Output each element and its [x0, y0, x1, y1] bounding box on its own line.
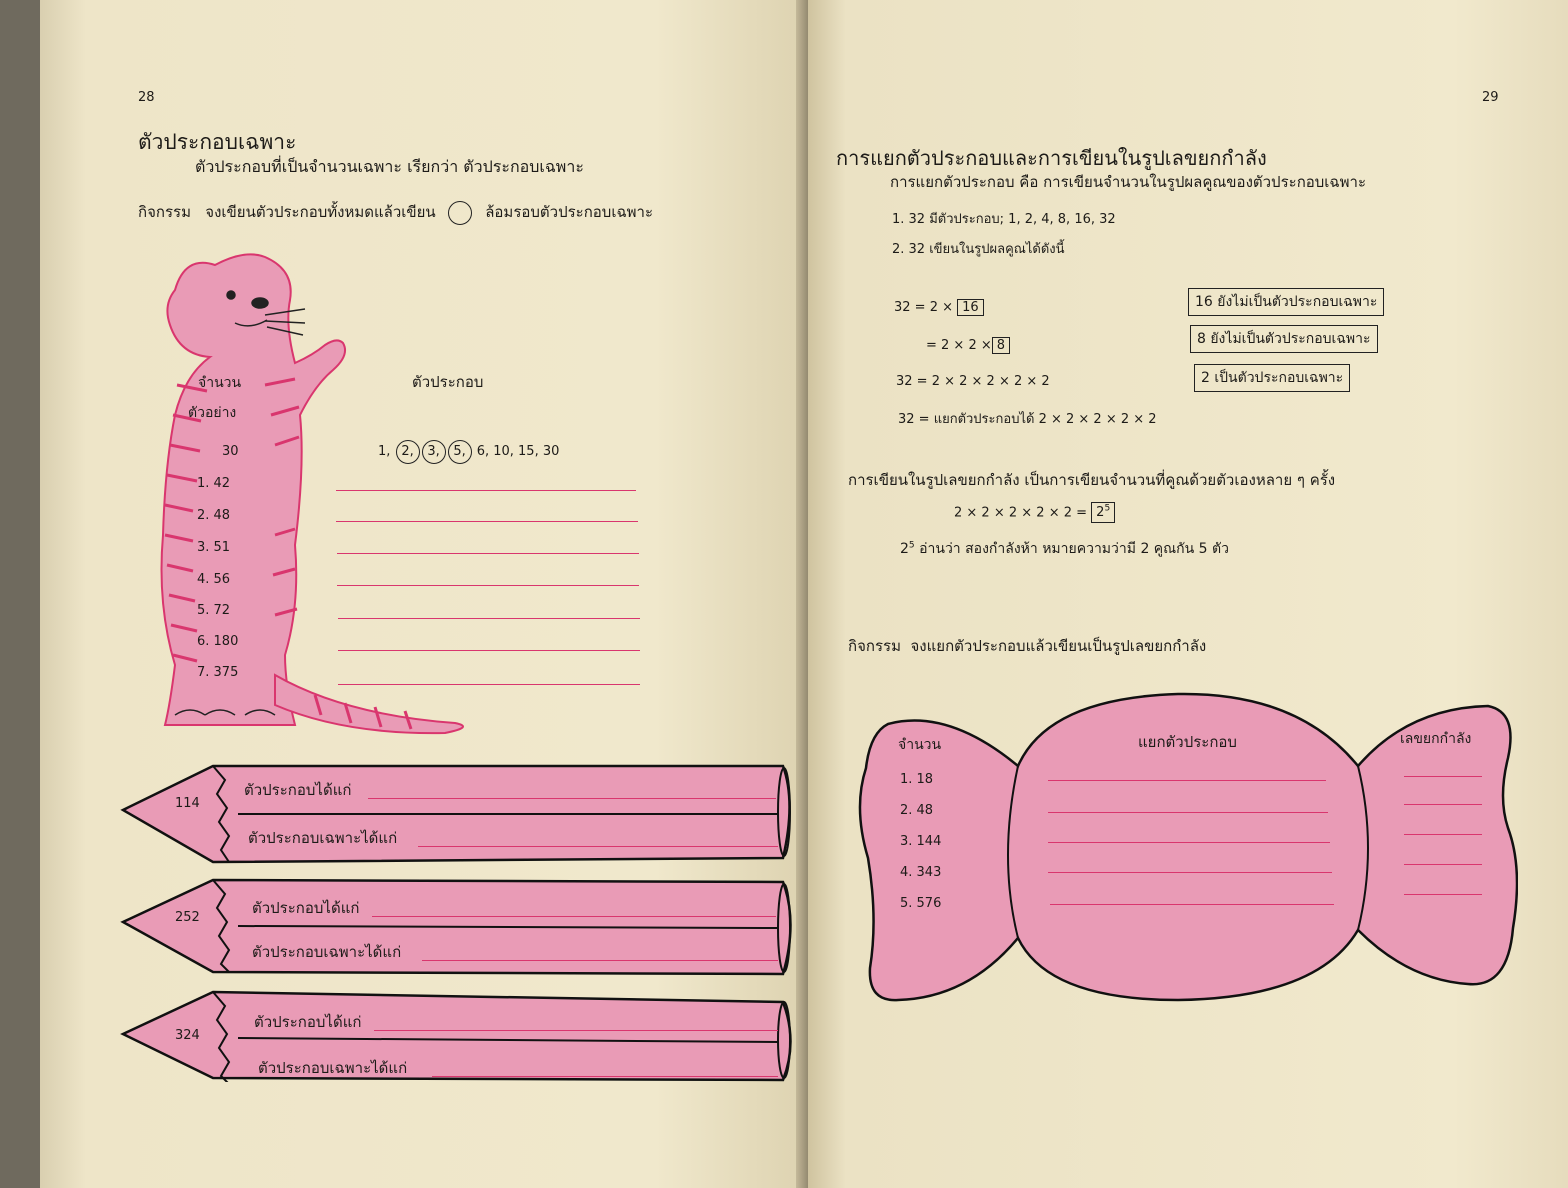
activity-text-after: ล้อมรอบตัวประกอบเฉพาะ	[485, 203, 654, 221]
right-page	[808, 0, 1568, 1188]
row-label: 2. 48	[197, 508, 231, 523]
answer-line[interactable]	[418, 846, 778, 847]
circled-factor: 3,	[422, 440, 446, 464]
definition-text: ตัวประกอบที่เป็นจำนวนเฉพาะ เรียกว่า ตัวประกอบเฉพาะ	[195, 157, 584, 176]
note-8-not-prime: 8 ยังไม่เป็นตัวประกอบเฉพาะ	[1190, 325, 1378, 353]
answer-line[interactable]	[1048, 872, 1332, 873]
row-label: 6. 180	[197, 634, 239, 649]
point-1: 1. 32 มีตัวประกอบ; 1, 2, 4, 8, 16, 32	[892, 212, 1116, 227]
answer-line[interactable]	[1048, 812, 1328, 813]
candy-col-number: จำนวน	[898, 737, 942, 753]
pencil-label-factors: ตัวประกอบได้แก่	[254, 1013, 362, 1031]
col-number-header: จำนวน	[198, 375, 242, 391]
answer-line[interactable]	[432, 1076, 778, 1077]
activity-instruction	[138, 200, 653, 225]
activity-text-before: จงเขียนตัวประกอบทั้งหมดแล้วเขียน	[205, 203, 436, 221]
pencil-number: 114	[175, 796, 200, 811]
tiger-illustration	[145, 245, 475, 745]
pencil-label-factors: ตัวประกอบได้แก่	[244, 781, 352, 799]
candy-row-label: 5. 576	[900, 896, 942, 911]
page-title: ตัวประกอบเฉพาะ	[138, 130, 297, 154]
answer-line[interactable]	[338, 684, 640, 685]
answer-line[interactable]	[1404, 776, 1482, 777]
answer-line[interactable]	[1404, 834, 1482, 835]
pencil-label-prime-factors: ตัวประกอบเฉพาะได้แก่	[252, 943, 402, 961]
point-2: 2. 32 เขียนในรูปผลคูณได้ดังนี้	[892, 242, 1065, 257]
answer-line[interactable]	[337, 585, 639, 586]
answer-line[interactable]	[1404, 894, 1482, 895]
col-factors-header: ตัวประกอบ	[412, 373, 484, 391]
reading-base: 2	[900, 541, 909, 557]
equation-1	[894, 300, 984, 315]
answer-line[interactable]	[1404, 864, 1482, 865]
note-2-prime: 2 เป็นตัวประกอบเฉพาะ	[1194, 364, 1350, 392]
page-title: การแยกตัวประกอบและการเขียนในรูปเลขยกกำลัง	[836, 146, 1267, 170]
answer-line[interactable]	[338, 650, 640, 651]
answer-line[interactable]	[337, 553, 639, 554]
answer-line[interactable]	[336, 521, 638, 522]
eq1-prefix: 32 = 2 ×	[894, 300, 953, 315]
row-label: 4. 56	[197, 572, 231, 587]
eq2-prefix: = 2 × 2 ×	[926, 338, 992, 353]
factor-first: 1,	[378, 444, 391, 459]
example-factors	[378, 440, 559, 464]
answer-line[interactable]	[1048, 842, 1330, 843]
candy-row-label: 3. 144	[900, 834, 942, 849]
activity-text: จงแยกตัวประกอบแล้วเขียนเป็นรูปเลขยกกำลัง	[910, 637, 1207, 655]
col-example-header: ตัวอย่าง	[188, 405, 237, 421]
answer-line[interactable]	[336, 490, 636, 491]
row-label: 3. 51	[197, 540, 231, 555]
answer-line[interactable]	[338, 618, 640, 619]
pencil-number: 324	[175, 1028, 200, 1043]
page-number: 29	[1482, 90, 1499, 105]
power-reading	[900, 538, 1229, 560]
answer-line[interactable]	[1050, 904, 1334, 905]
pencil-number: 252	[175, 910, 200, 925]
answer-line[interactable]	[1404, 804, 1482, 805]
pencil-label-prime-factors: ตัวประกอบเฉพาะได้แก่	[258, 1059, 408, 1077]
row-label: 5. 72	[197, 603, 231, 618]
candy-col-factorization: แยกตัวประกอบ	[1138, 733, 1237, 751]
circled-factor: 5,	[448, 440, 472, 464]
answer-line[interactable]	[374, 1030, 778, 1031]
candy-row-label: 1. 18	[900, 772, 934, 787]
eq2-box: 8	[992, 337, 1010, 354]
page-number: 28	[138, 90, 155, 105]
definition-text: การแยกตัวประกอบ คือ การเขียนจำนวนในรูปผลคูณของตัวประกอบเฉพาะ	[890, 173, 1367, 191]
candy-col-power: เลขยกกำลัง	[1400, 731, 1472, 747]
candy-row-label: 4. 343	[900, 865, 942, 880]
equation-3: 32 = 2 × 2 × 2 × 2 × 2	[896, 374, 1050, 389]
answer-line[interactable]	[1048, 780, 1326, 781]
power-equation	[954, 504, 1115, 520]
factor-rest: 6, 10, 15, 30	[476, 444, 560, 459]
power-exponent: 5	[1104, 504, 1111, 514]
activity-instruction	[848, 634, 1206, 658]
equation-2	[926, 338, 1010, 353]
activity-label: กิจกรรม	[138, 203, 191, 221]
circled-factor: 2,	[396, 440, 420, 464]
answer-line[interactable]	[422, 960, 778, 961]
pencil-label-factors: ตัวประกอบได้แก่	[252, 899, 360, 917]
pencil-illustrations	[118, 762, 798, 1082]
power-equation-left: 2 × 2 × 2 × 2 × 2 =	[954, 505, 1088, 521]
left-page	[40, 0, 808, 1188]
answer-line[interactable]	[368, 798, 776, 799]
power-definition: การเขียนในรูปเลขยกกำลัง เป็นการเขียนจำนวนที่คูณด้วยตัวเองหลาย ๆ ครั้ง	[848, 471, 1336, 489]
pencil-label-prime-factors: ตัวประกอบเฉพาะได้แก่	[248, 829, 398, 847]
power-box	[1091, 502, 1115, 523]
candy-row-label: 2. 48	[900, 803, 934, 818]
row-label: 1. 42	[197, 476, 231, 491]
answer-line[interactable]	[372, 916, 776, 917]
reading-text: อ่านว่า สองกำลังห้า หมายความว่ามี 2 คูณกัน 5 ตัว	[914, 541, 1229, 557]
eq1-box: 16	[957, 299, 984, 316]
equation-4: 32 = แยกตัวประกอบได้ 2 × 2 × 2 × 2 × 2	[898, 412, 1157, 427]
circle-icon	[448, 201, 472, 225]
power-base: 2	[1096, 505, 1105, 521]
row-label: 7. 375	[197, 665, 239, 680]
example-number: 30	[222, 444, 239, 459]
activity-label: กิจกรรม	[848, 637, 901, 655]
note-16-not-prime: 16 ยังไม่เป็นตัวประกอบเฉพาะ	[1188, 288, 1384, 316]
reading-exponent: 5	[908, 540, 915, 551]
